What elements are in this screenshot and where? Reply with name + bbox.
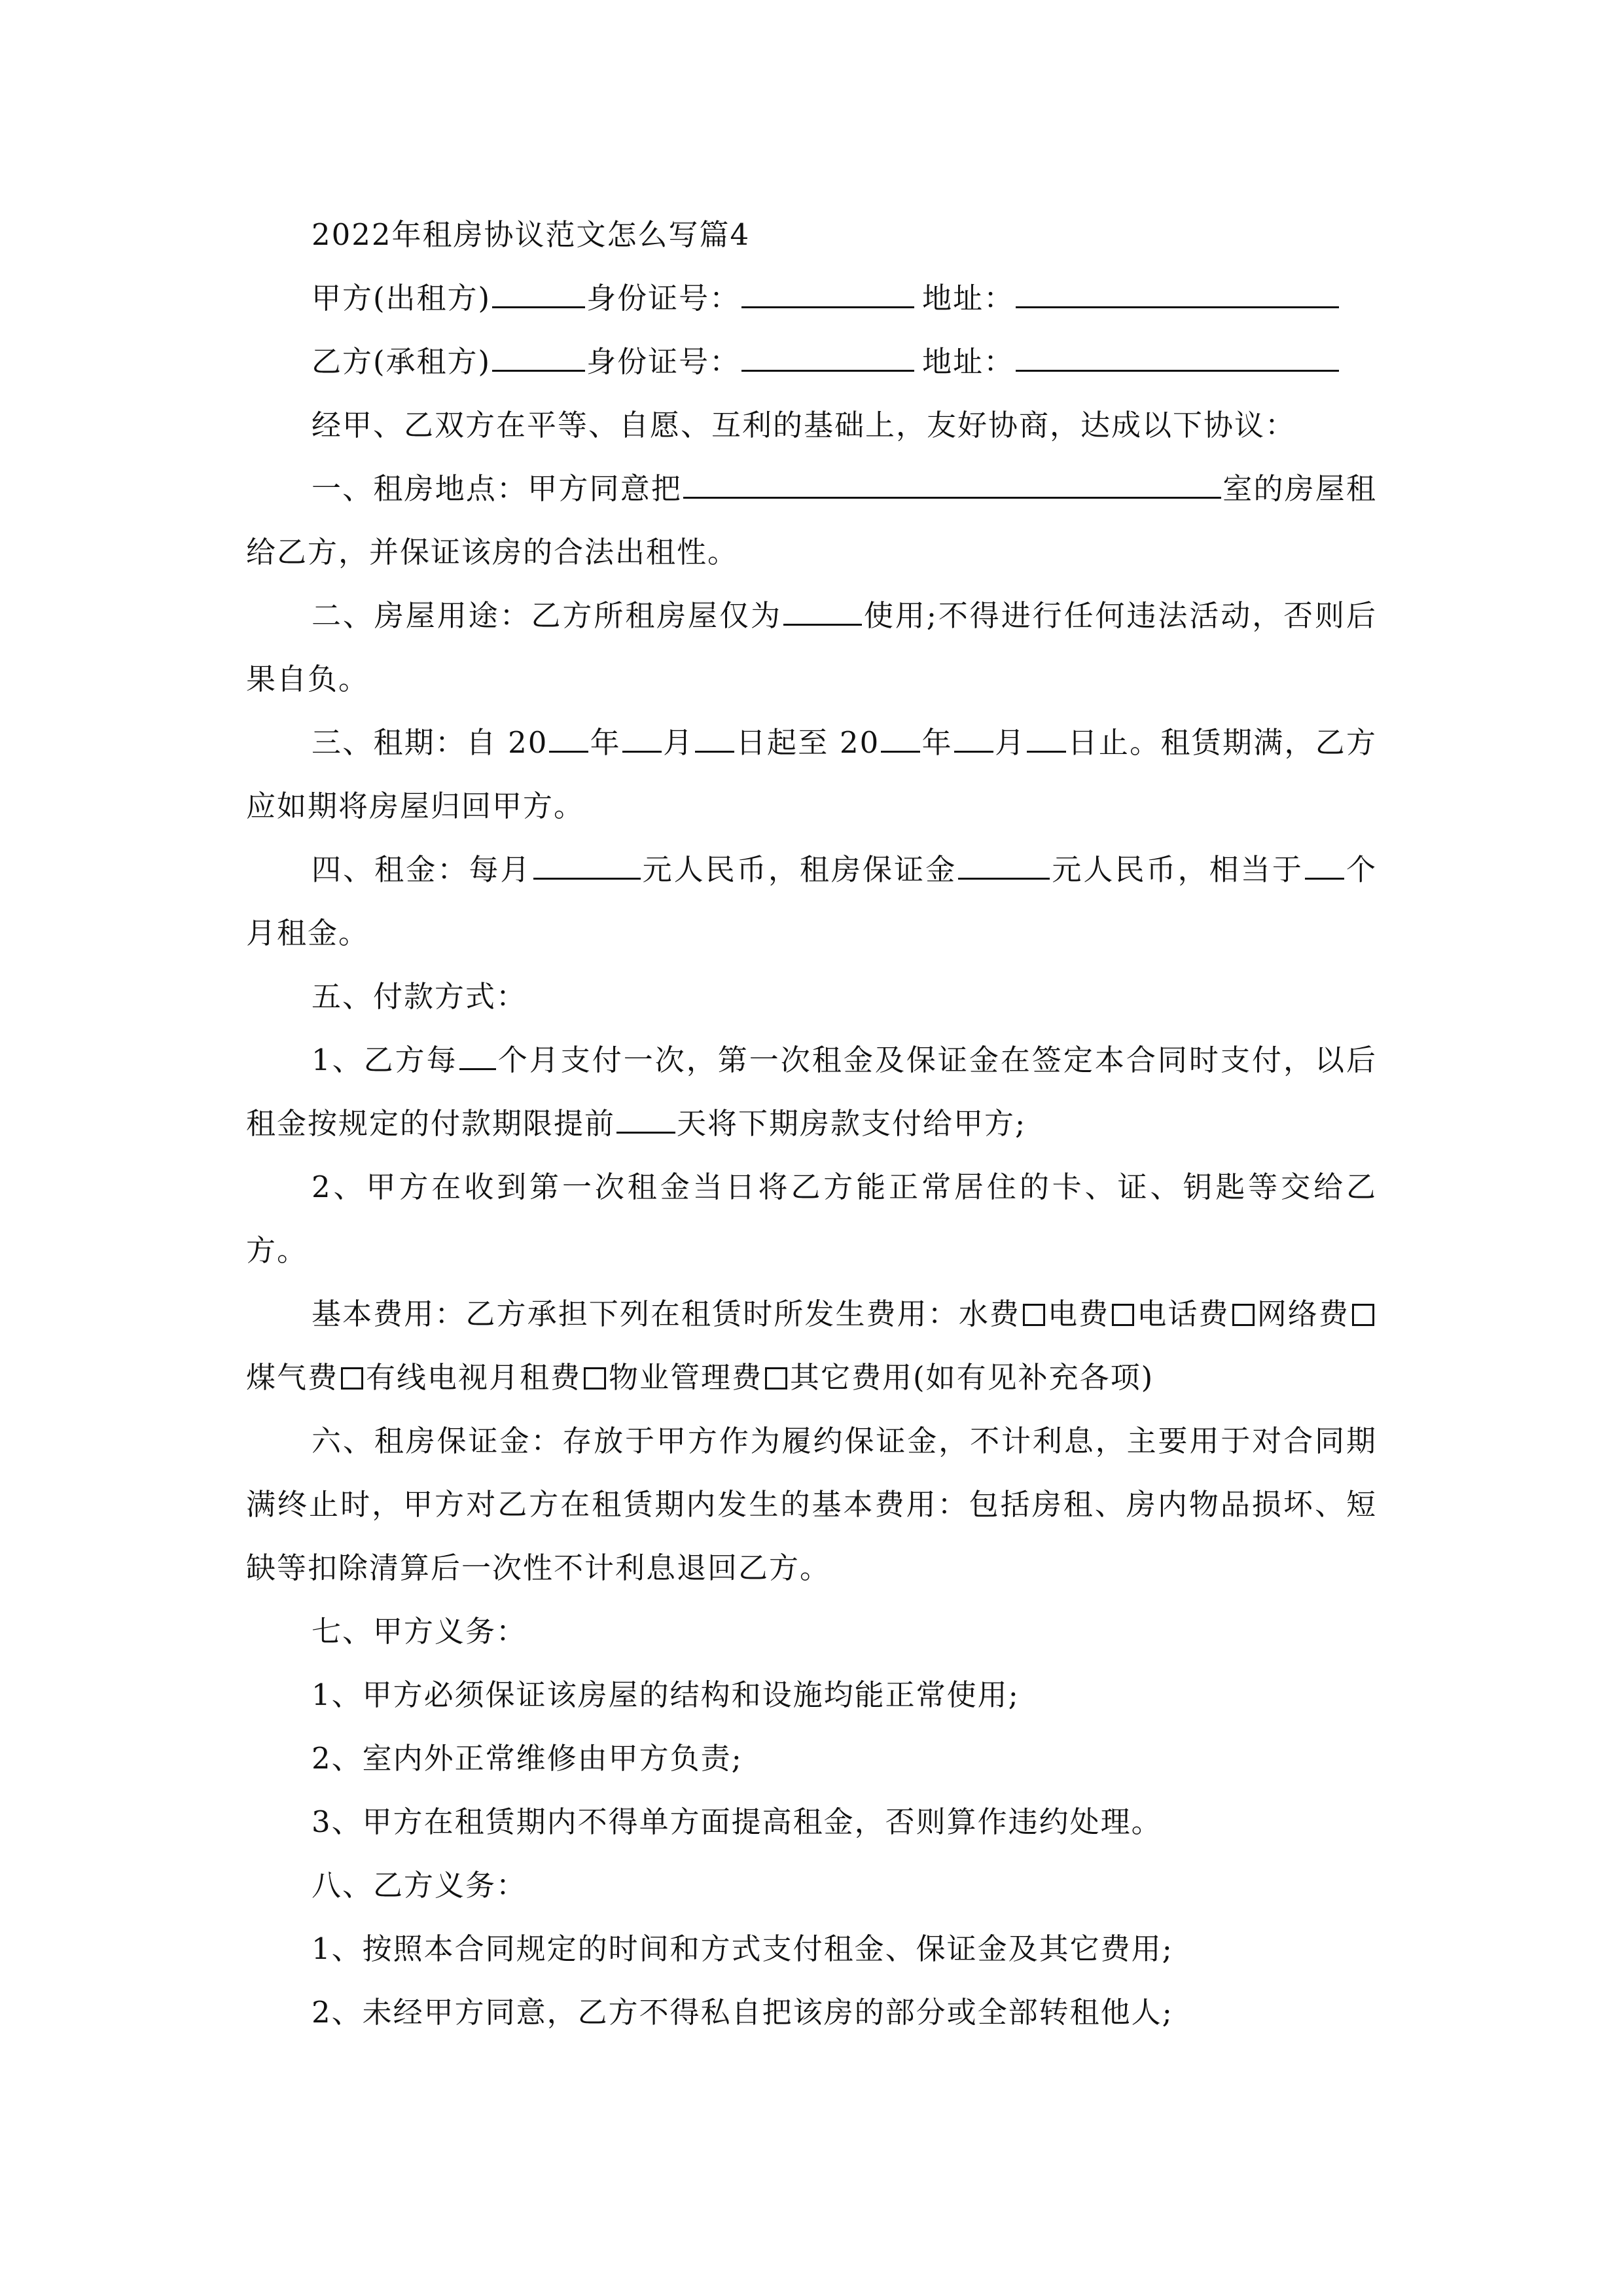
fee-checkbox[interactable] xyxy=(1112,1304,1134,1326)
section-4-text-b: 元人民币，租房保证金 xyxy=(641,852,957,887)
section-5-item-1 xyxy=(246,1028,1377,1155)
fee-checkbox[interactable] xyxy=(584,1367,606,1390)
end-month-blank[interactable] xyxy=(954,717,993,753)
section-2-text-a: 二、房屋用途：乙方所租房屋仅为 xyxy=(312,598,782,633)
section-3-year-label-1: 年 xyxy=(590,725,621,760)
section-5-1-text-b: 个月支付一次，第一次租金及保证金在签定本合同时支付，以后租金按规定的付款期限提前 xyxy=(246,1043,1377,1141)
fee-checkbox[interactable] xyxy=(765,1367,787,1390)
section-5-payment-heading: 五、付款方式： xyxy=(312,979,527,1014)
fee-item-other: 其它费用(如有见补充各项) xyxy=(790,1360,1154,1395)
advance-days-blank[interactable] xyxy=(616,1098,675,1134)
deposit-blank[interactable] xyxy=(958,844,1050,880)
fee-item-property-management: 物业管理费 xyxy=(609,1360,763,1395)
party-a-id-label: 身份证号： xyxy=(586,281,741,315)
fee-checkbox[interactable] xyxy=(1232,1304,1255,1326)
section-3-text-d: 日起至 20 xyxy=(736,725,880,760)
party-a-id-blank[interactable] xyxy=(741,272,914,308)
party-a-name-blank[interactable] xyxy=(492,272,585,308)
fee-checkbox[interactable] xyxy=(1023,1304,1045,1326)
fee-item-cable-tv: 有线电视月租费 xyxy=(366,1360,582,1395)
document-title: 2022年租房协议范文怎么写篇4 xyxy=(312,217,751,252)
section-8-item-2: 2、未经甲方同意，乙方不得私自把该房的部分或全部转租他人; xyxy=(312,1995,1173,2030)
section-5-1-text-c: 天将下期房款支付给甲方; xyxy=(677,1106,1027,1141)
party-b-id-blank[interactable] xyxy=(741,336,914,372)
section-1-location xyxy=(246,457,1377,584)
section-3-term xyxy=(246,711,1377,838)
section-3-text-a: 三、租期：自 20 xyxy=(312,725,548,760)
fee-checkbox[interactable] xyxy=(341,1367,363,1390)
fee-item-water: 水费 xyxy=(958,1297,1020,1331)
fee-checkbox[interactable] xyxy=(1352,1304,1374,1326)
section-7-item-1: 1、甲方必须保证该房屋的结构和设施均能正常使用; xyxy=(312,1677,1020,1712)
party-b-name-blank[interactable] xyxy=(492,336,585,372)
party-a-address-label: 地址： xyxy=(922,281,1015,315)
party-b-address-blank[interactable] xyxy=(1016,336,1339,372)
payment-period-blank[interactable] xyxy=(459,1034,496,1070)
section-3-text-g: 日止。租赁期满，乙方应如期将房屋归回甲方。 xyxy=(246,725,1377,823)
section-4-text-d: 个月租金。 xyxy=(246,852,1377,950)
section-4-text-c: 元人民币，相当于 xyxy=(1051,852,1304,887)
section-1-text-a: 一、租房地点：甲方同意把 xyxy=(312,471,683,506)
section-4-text-a: 四、租金：每月 xyxy=(312,852,532,887)
party-b-id-label: 身份证号： xyxy=(586,344,741,379)
end-year-blank[interactable] xyxy=(881,717,920,753)
start-month-blank[interactable] xyxy=(622,717,662,753)
usage-blank[interactable] xyxy=(783,590,862,626)
party-b-address-label: 地址： xyxy=(922,344,1015,379)
section-7-item-3: 3、甲方在租赁期内不得单方面提高租金，否则算作违约处理。 xyxy=(312,1804,1162,1839)
start-year-blank[interactable] xyxy=(549,717,588,753)
section-6-deposit: 六、租房保证金：存放于甲方作为履约保证金，不计利息，主要用于对合同期满终止时，甲方对乙方在租赁期内发生的基本费用：包括房租、房内物品损坏、短缺等扣除清算后一次性不计利息退回乙方。 xyxy=(246,1424,1377,1585)
document-body xyxy=(246,203,1377,2044)
section-4-rent xyxy=(246,838,1377,965)
intro-paragraph: 经甲、乙双方在平等、自愿、互利的基础上，友好协商，达成以下协议： xyxy=(312,408,1296,442)
start-day-blank[interactable] xyxy=(695,717,734,753)
fee-item-phone: 电话费 xyxy=(1137,1297,1230,1331)
deposit-months-blank[interactable] xyxy=(1305,844,1344,880)
section-5-item-2: 2、甲方在收到第一次租金当日将乙方能正常居住的卡、证、钥匙等交给乙方。 xyxy=(246,1170,1377,1268)
basic-fees-paragraph xyxy=(246,1282,1377,1409)
party-b-line xyxy=(246,330,1377,393)
section-8-item-1: 1、按照本合同规定的时间和方式支付租金、保证金及其它费用; xyxy=(312,1931,1173,1966)
monthly-rent-blank[interactable] xyxy=(533,844,641,880)
party-a-label: 甲方(出租方) xyxy=(312,281,491,315)
party-a-line xyxy=(246,266,1377,330)
section-3-month-label-1: 月 xyxy=(662,725,694,760)
section-3-year-label-2: 年 xyxy=(921,725,953,760)
end-day-blank[interactable] xyxy=(1027,717,1066,753)
section-2-usage xyxy=(246,584,1377,711)
location-blank[interactable] xyxy=(683,463,1221,499)
section-1-text-b: 室的房屋租给乙方，并保证该房的合法出租性。 xyxy=(246,471,1377,569)
section-7-heading: 七、甲方义务： xyxy=(312,1614,527,1649)
section-2-text-b: 使用;不得进行任何违法活动，否则后果自负。 xyxy=(246,598,1377,696)
fee-item-electricity: 电费 xyxy=(1048,1297,1110,1331)
section-7-item-2: 2、室内外正常维修由甲方负责; xyxy=(312,1741,743,1776)
section-8-heading: 八、乙方义务： xyxy=(312,1868,527,1903)
section-3-month-label-2: 月 xyxy=(994,725,1026,760)
party-a-address-blank[interactable] xyxy=(1016,272,1339,308)
basic-fees-lead: 基本费用：乙方承担下列在租赁时所发生费用： xyxy=(312,1297,959,1331)
party-b-label: 乙方(承租方) xyxy=(312,344,491,379)
fee-item-gas: 煤气费 xyxy=(246,1360,339,1395)
fee-item-network: 网络费 xyxy=(1257,1297,1349,1331)
section-5-1-text-a: 1、乙方每 xyxy=(312,1043,458,1077)
